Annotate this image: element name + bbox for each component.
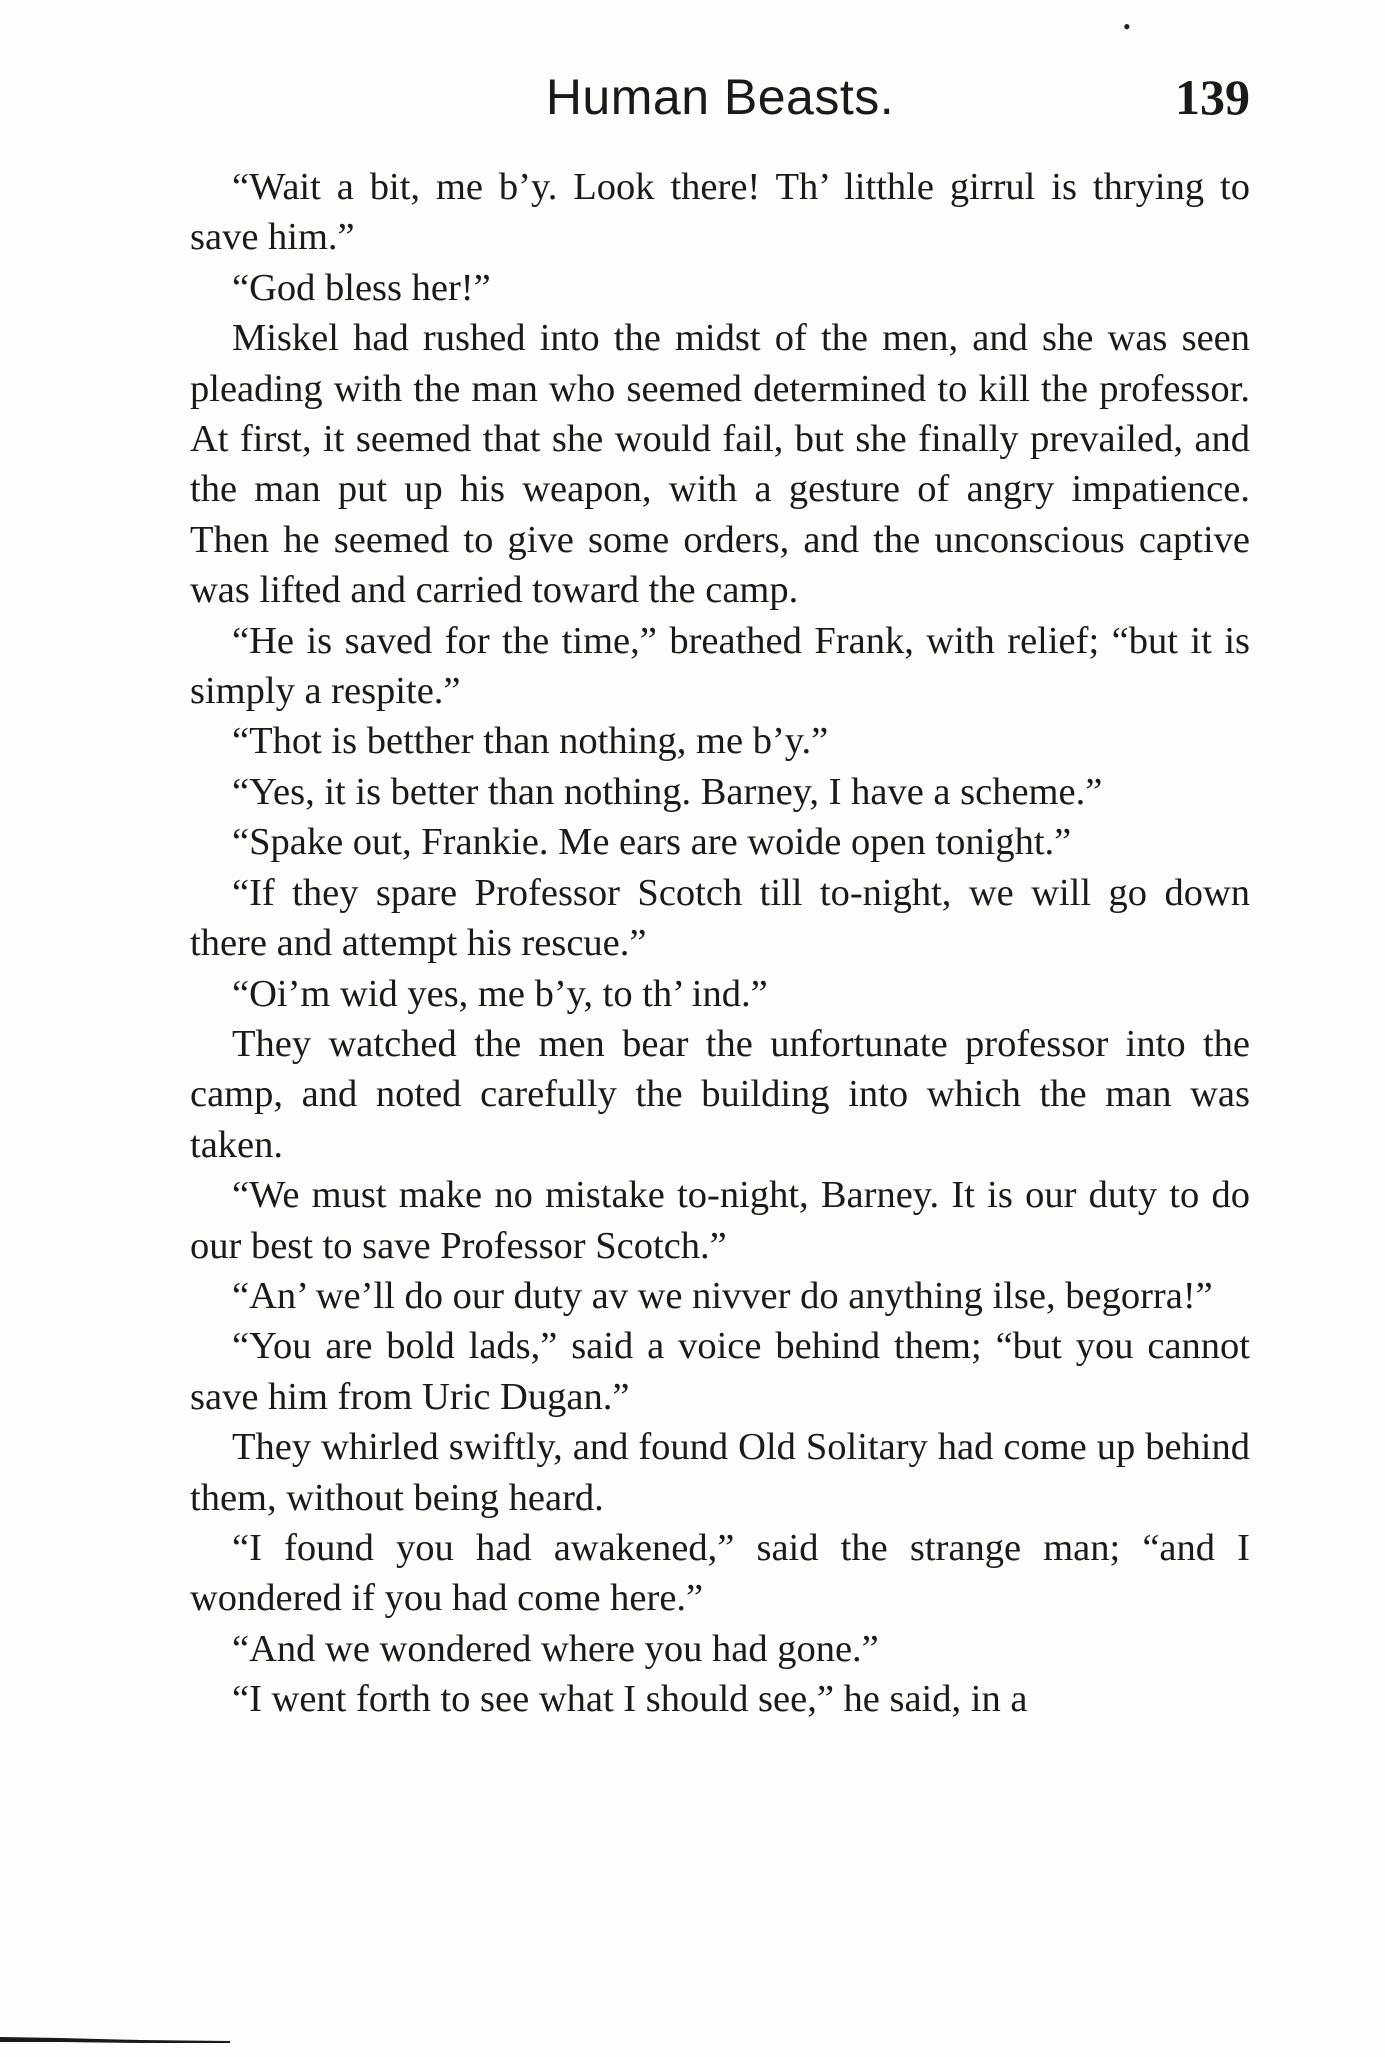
paragraph: “I went forth to see what I should see,” he said, in a [232, 1678, 1028, 1721]
ink-mark: • [1123, 14, 1131, 39]
paragraph: “An’ we’ll do our duty av we nivver do anything ilse, begorra!” [232, 1274, 1213, 1317]
page-number: 139 [1175, 69, 1250, 125]
running-title: Human Beasts. [545, 69, 895, 125]
paragraph: “You are bold lads,” said a voice behind them; “but you cannot save him from Uric Dugan.” [190, 1325, 1250, 1418]
paragraph: They whirled swiftly, and found Old Solitary had come up behind them, without being heard. [190, 1426, 1250, 1519]
paragraph: Miskel had rushed into the midst of the men, and she was seen pleading with the man who seemed determined to kill the professor. At first, it seemed that she would fail, but she finally prevailed, and the man put up his weapon, with a gesture of angry impatience. Then he seemed to give some orders, and the unconscious captive was lifted and carried toward the camp. [190, 317, 1250, 612]
paragraph: “Thot is betther than nothing, me b’y.” [232, 720, 829, 763]
paragraph: “I found you had awakened,” said the strange man; “and I wondered if you had come here.” [190, 1526, 1250, 1620]
paragraph: “We must make no mistake to-night, Barney. It is our duty to do our best to save Professor Scotch.” [190, 1174, 1250, 1267]
scan-edge-smear [0, 2036, 230, 2044]
paragraph: “If they spare Professor Scotch till to-night, we will go down there and attempt his rescue.” [190, 871, 1250, 965]
paragraph: “Spake out, Frankie. Me ears are woide open tonight.” [232, 821, 1072, 864]
page-header [190, 62, 1250, 132]
paragraph: “He is saved for the time,” breathed Frank, with relief; “but it is simply a respite.” [190, 619, 1250, 713]
paragraph: “God bless her!” [232, 266, 491, 309]
paragraph: They watched the men bear the unfortunate professor into the camp, and noted carefully the building into which the man was taken. [190, 1022, 1250, 1166]
paragraph: “Oi’m wid yes, me b’y, to th’ ind.” [232, 972, 768, 1015]
paragraph: “And we wondered where you had gone.” [232, 1627, 879, 1670]
paragraph: “Wait a bit, me b’y. Look there! Th’ litthle girrul is thrying to save him.” [190, 166, 1250, 259]
body-text [190, 162, 1250, 1725]
paragraph: “Yes, it is better than nothing. Barney, I have a scheme.” [232, 770, 1103, 813]
